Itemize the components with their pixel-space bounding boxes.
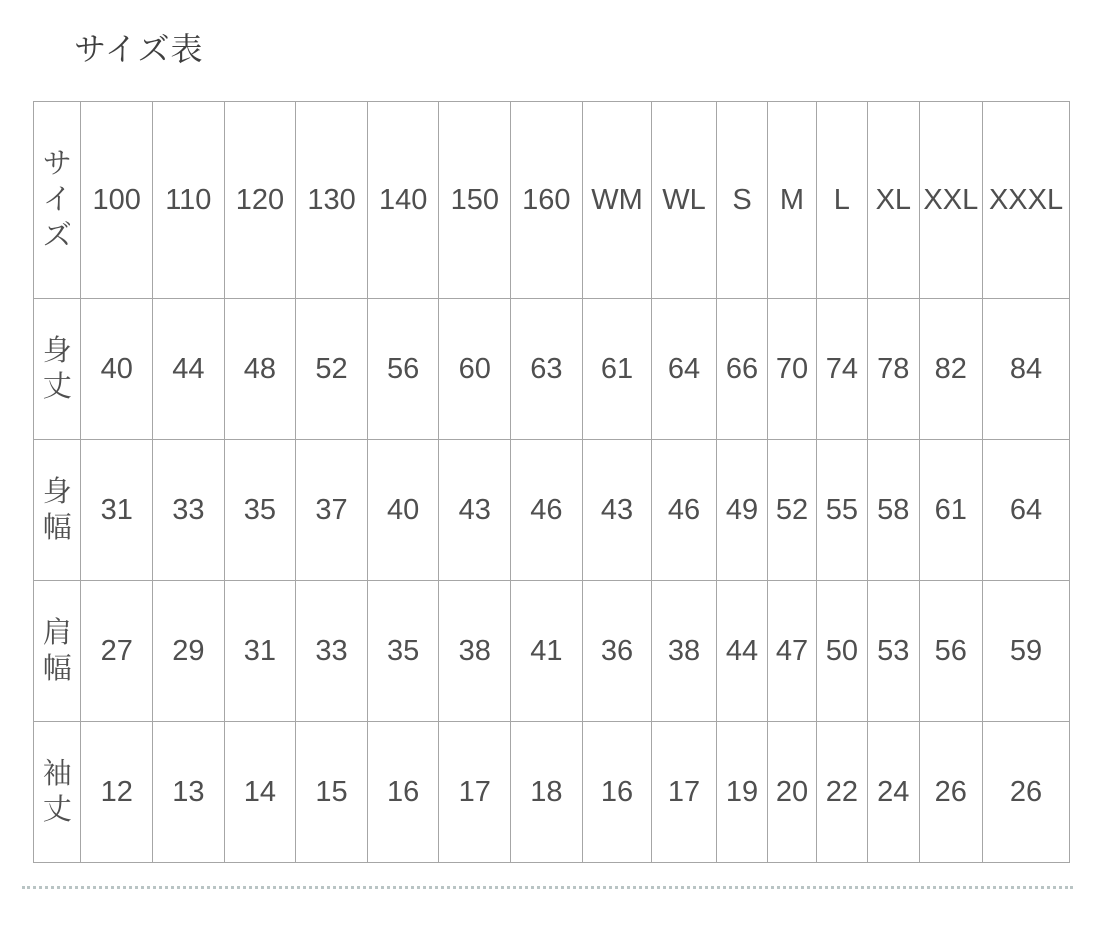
table-cell: 60 (439, 299, 511, 440)
table-cell: 66 (716, 299, 767, 440)
table-cell: 44 (153, 299, 225, 440)
table-cell: 43 (439, 440, 511, 581)
table-row (34, 581, 1070, 722)
row-label-char-1: 身 (42, 334, 72, 367)
table-cell: 59 (983, 581, 1070, 722)
table-cell: 26 (983, 722, 1070, 863)
table-cell: 26 (919, 722, 983, 863)
column-header: L (816, 102, 867, 299)
table-cell: 16 (367, 722, 439, 863)
table-cell: 22 (816, 722, 867, 863)
row-label-char-2: 幅 (42, 653, 72, 685)
header-size-label-char-2: イ (42, 183, 72, 216)
column-header: S (716, 102, 767, 299)
dotted-divider (22, 886, 1073, 889)
row-label-char-2: 丈 (42, 371, 72, 403)
column-header: 140 (367, 102, 439, 299)
column-header: 130 (296, 102, 368, 299)
table-cell: 29 (153, 581, 225, 722)
table-cell: 52 (768, 440, 816, 581)
table-cell: 44 (716, 581, 767, 722)
row-label-char-1: 身 (42, 475, 72, 508)
table-cell: 46 (511, 440, 583, 581)
row-label (34, 581, 81, 722)
table-cell: 53 (868, 581, 919, 722)
table-cell: 52 (296, 299, 368, 440)
row-label-char-1: 袖 (42, 757, 72, 790)
table-cell: 61 (919, 440, 983, 581)
row-label-char-2: 丈 (42, 794, 72, 826)
column-header: XL (868, 102, 919, 299)
column-header: XXXL (983, 102, 1070, 299)
size-table (33, 101, 1070, 863)
table-cell: 27 (81, 581, 153, 722)
table-cell: 14 (224, 722, 296, 863)
table-cell: 19 (716, 722, 767, 863)
table-cell: 13 (153, 722, 225, 863)
table-cell: 40 (81, 299, 153, 440)
column-header: WL (652, 102, 717, 299)
table-row (34, 440, 1070, 581)
size-table-container (33, 101, 1070, 863)
table-cell: 43 (582, 440, 652, 581)
column-header: 120 (224, 102, 296, 299)
table-cell: 33 (153, 440, 225, 581)
table-cell: 46 (652, 440, 717, 581)
table-cell: 36 (582, 581, 652, 722)
table-cell: 40 (367, 440, 439, 581)
table-cell: 64 (652, 299, 717, 440)
table-cell: 12 (81, 722, 153, 863)
table-cell: 63 (511, 299, 583, 440)
table-cell: 55 (816, 440, 867, 581)
table-cell: 49 (716, 440, 767, 581)
table-cell: 31 (81, 440, 153, 581)
header-size-label-char-1: サ (42, 147, 72, 180)
row-label (34, 299, 81, 440)
table-cell: 15 (296, 722, 368, 863)
table-cell: 41 (511, 581, 583, 722)
table-cell: 48 (224, 299, 296, 440)
table-cell: 38 (439, 581, 511, 722)
column-header: WM (582, 102, 652, 299)
table-cell: 35 (224, 440, 296, 581)
column-header: 110 (153, 102, 225, 299)
column-header: 100 (81, 102, 153, 299)
table-cell: 74 (816, 299, 867, 440)
row-label (34, 440, 81, 581)
header-size-label-char-3: ズ (42, 220, 72, 253)
table-cell: 35 (367, 581, 439, 722)
table-cell: 17 (652, 722, 717, 863)
table-cell: 24 (868, 722, 919, 863)
row-label-char-2: 幅 (42, 512, 72, 544)
page-title: サイズ表 (74, 31, 204, 67)
table-cell: 31 (224, 581, 296, 722)
table-cell: 50 (816, 581, 867, 722)
header-size-label (34, 102, 81, 299)
table-cell: 33 (296, 581, 368, 722)
table-cell: 70 (768, 299, 816, 440)
table-cell: 56 (367, 299, 439, 440)
row-label-char-1: 肩 (42, 616, 72, 649)
table-cell: 16 (582, 722, 652, 863)
table-cell: 64 (983, 440, 1070, 581)
table-cell: 84 (983, 299, 1070, 440)
table-header-row (34, 102, 1070, 299)
table-cell: 61 (582, 299, 652, 440)
table-cell: 17 (439, 722, 511, 863)
column-header: 160 (511, 102, 583, 299)
row-label (34, 722, 81, 863)
table-cell: 82 (919, 299, 983, 440)
column-header: XXL (919, 102, 983, 299)
column-header: M (768, 102, 816, 299)
table-cell: 58 (868, 440, 919, 581)
table-cell: 47 (768, 581, 816, 722)
table-cell: 78 (868, 299, 919, 440)
table-cell: 18 (511, 722, 583, 863)
column-header: 150 (439, 102, 511, 299)
table-cell: 37 (296, 440, 368, 581)
table-cell: 38 (652, 581, 717, 722)
table-cell: 20 (768, 722, 816, 863)
table-row (34, 722, 1070, 863)
table-cell: 56 (919, 581, 983, 722)
table-row (34, 299, 1070, 440)
